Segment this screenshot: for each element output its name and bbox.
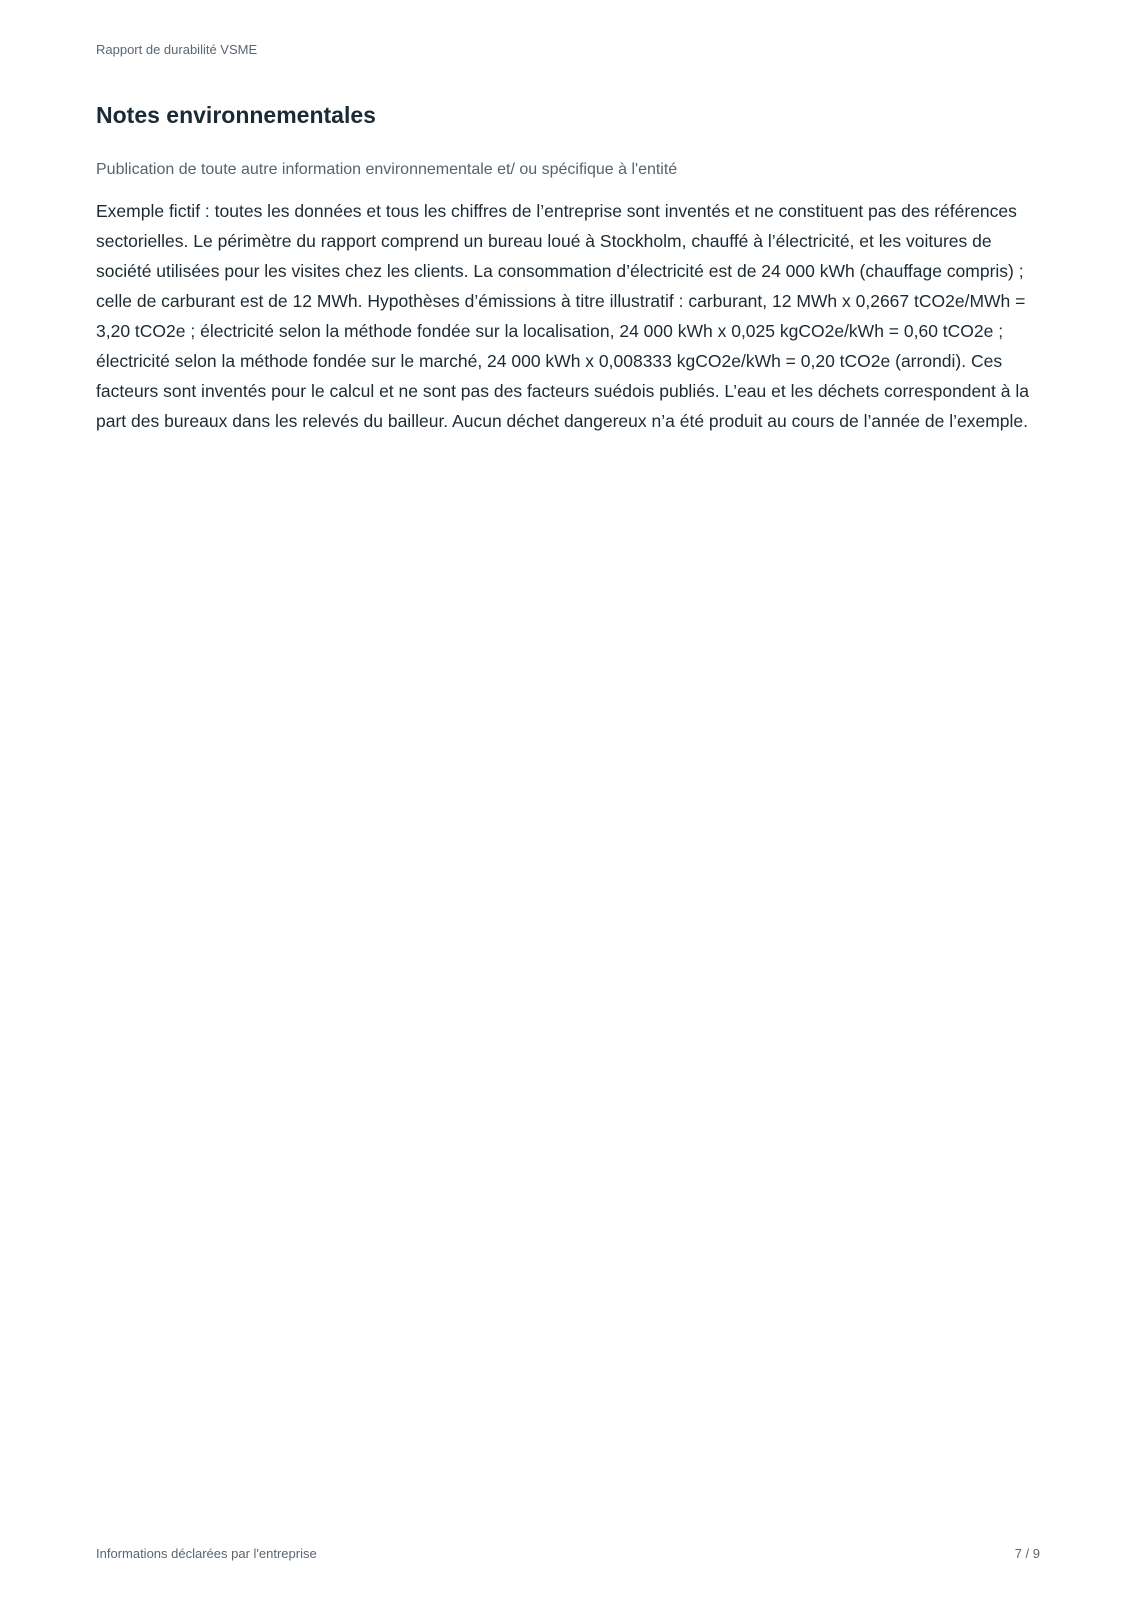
section-title: Notes environnementales xyxy=(96,102,376,128)
running-footer: Informations déclarées par l'entreprise xyxy=(96,1546,317,1561)
section-subtitle: Publication de toute autre information environnementale et/ ou spécifique à l'entité xyxy=(96,161,678,178)
running-header: Rapport de durabilité VSME xyxy=(96,42,258,57)
section-body-text: Exemple fictif : toutes les données et tous les chiffres de l’entreprise sont inventés et ne constituent pas des références sectorielles. Le périmètre du rapport comprend un bureau loué à Stockholm, chauffé à l’électricité, et les voitures de société utilisées pour les visites chez les clients. La consommation d’électricité est de 24 000 kWh (chauffage compris) ; celle de carburant est de 12 MWh. Hypothèses d’émissions à titre illustratif : carburant, 12 MWh x 0,2667 tCO2e/MWh = 3,20 tCO2e ; électricité selon la méthode fondée sur la localisation, 24 000 kWh x 0,025 kgCO2e/kWh = 0,60 tCO2e ; électricité selon la méthode fondée sur le marché, 24 000 kWh x 0,008333 kgCO2e/kWh = 0,20 tCO2e (arrondi). Ces facteurs sont inventés pour le calcul et ne sont pas des facteurs suédois publiés. L’eau et les déchets correspondent à la part des bureaux dans les relevés du bailleur. Aucun déchet dangereux n’a été produit au cours de l’année de l’exemple. xyxy=(96,201,1029,431)
page-number: 7 / 9 xyxy=(1014,1546,1040,1561)
